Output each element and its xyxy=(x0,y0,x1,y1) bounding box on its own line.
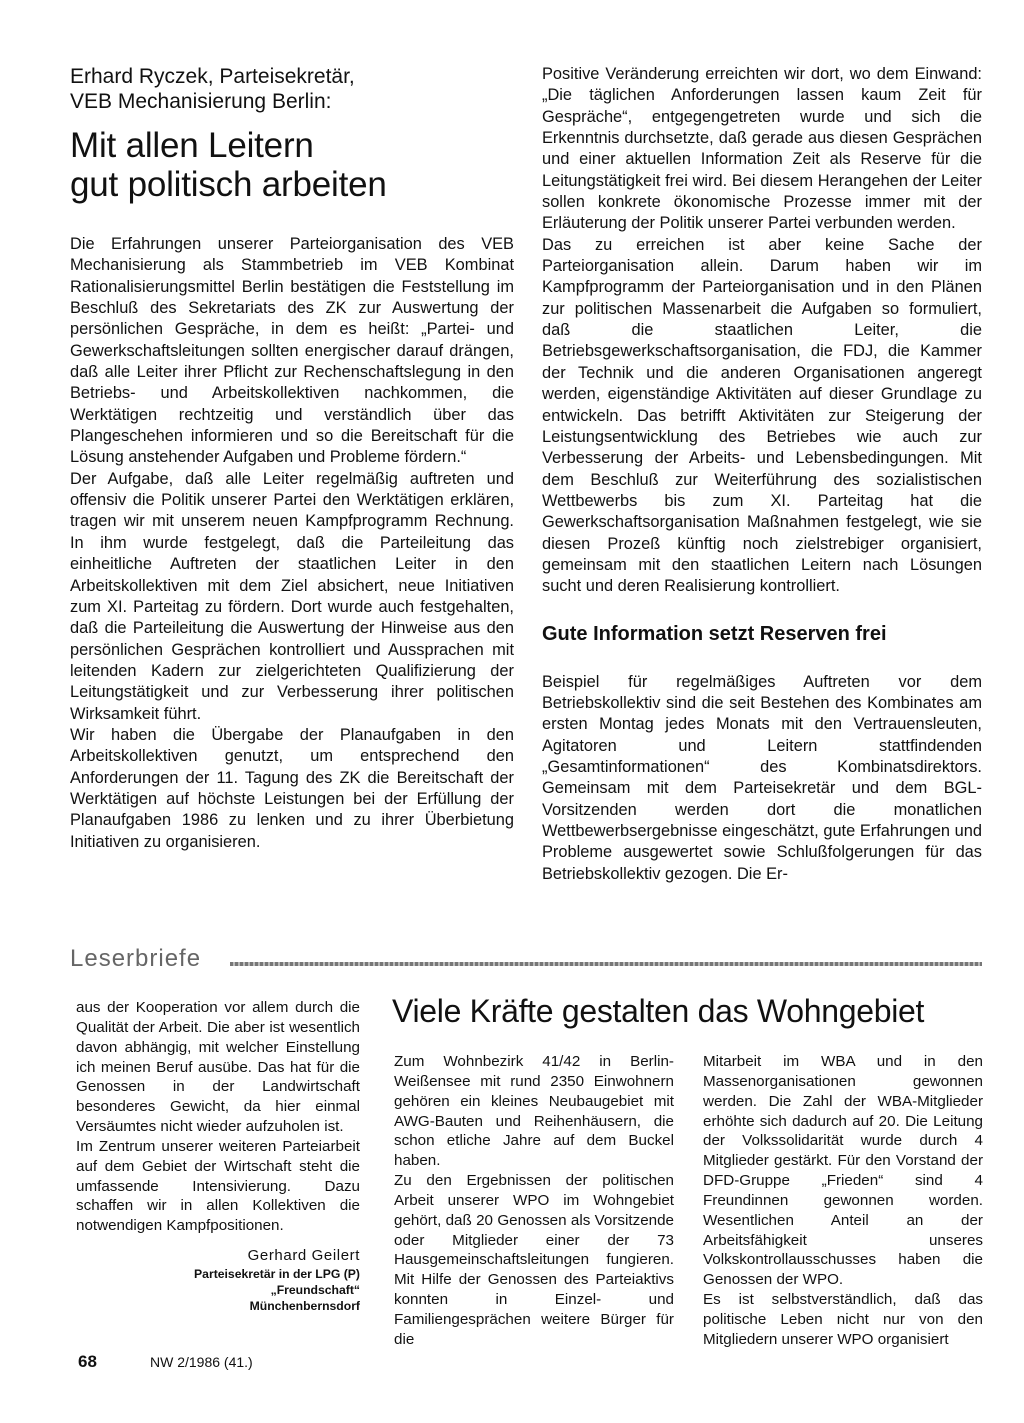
paragraph: Positive Veränderung erreichten wir dort, wo dem Einwand: „Die täglichen Anforderungen lassen kaum Zeit für Gespräche“, entgegengetreten wurde und sich die Erkenntnis durchsetzte, daß gerade aus diesen Gesprächen und einer aktuellen Information Zeit als Reserve für die Leitungstätigkeit frei wird. Bei diesem Herangehen der Leiter sollen konkrete ökonomische Prozesse immer mit der Erläuterung der Politik unserer Partei verbunden werden. xyxy=(542,65,982,233)
paragraph: Zu den Ergebnissen der politischen Arbeit unserer WPO im Wohngebiet gehört, daß 20 Genossen als Vorsitzende oder Mitglieder einer der 73 Hausgemeinschaftsleitungen fungieren. Mit Hilfe der Genossen des Parteiaktivs konnten in Einzel- und Familiengesprächen weitere Bürger für die xyxy=(394,1172,674,1348)
letter-signature xyxy=(76,1246,360,1314)
author-line: VEB Mechanisierung Berlin: xyxy=(70,90,332,113)
paragraph: Die Erfahrungen unserer Parteiorganisation des VEB Mechanisierung als Stammbetrieb im VEB Kombinat Rationalisierungsmittel Berlin bestätigen die Feststellung im Beschluß des Sekretariats des ZK zur Auswertung der persönlichen Gespräche, in dem es heißt: „Partei- und Gewerkschaftsleitungen sollten energischer darauf drängen, daß alle Leiter ihrer Pflicht zur Rechenschaftslegung in den Betriebs- und Arbeitskollektiven nachkommen, die Werktätigen rechtzeitig und verständlich über das Plangeschehen informieren und so die Bereitschaft für die Lösung anstehender Aufgaben und Probleme fördern.“ xyxy=(70,235,514,467)
article2-right-column xyxy=(703,1052,983,1350)
article-author xyxy=(70,64,514,114)
paragraph: Zum Wohnbezirk 41/42 in Berlin-Weißensee mit rund 2350 Einwohnern gehören ein kleines Neubaugebiet mit AWG-Bauten und Reihenhäusern, die schon etliche Jahre auf dem Buckel haben. xyxy=(394,1053,674,1170)
signature-role-line: „Freundschaft“ xyxy=(270,1283,360,1298)
section-label: Leserbriefe xyxy=(70,945,202,972)
article-body xyxy=(70,234,514,853)
article-right-column xyxy=(542,64,982,885)
article-left-column xyxy=(70,64,514,853)
article-body-continued xyxy=(542,64,982,598)
paragraph: aus der Kooperation vor allem durch die Qualität der Arbeit. Die aber ist wesentlich davon abhängig, mit welcher Einstellung ich meinen Beruf ausübe. Das hat für die Genossen in der Landwirtschaft besonderes Gewicht, da hier einmal Versäumtes nicht wieder aufzuholen ist. xyxy=(76,999,360,1136)
paragraph: Mitarbeit im WBA und in den Massenorganisationen gewonnen werden. Die Zahl der WBA-Mitglieder erhöhte sich dadurch auf 20. Die Leitung der Volkssolidarität wurde durch 4 Mitglieder gestärkt. Für den Vorstand der DFD-Gruppe „Frieden“ sind 4 Freundinnen gewonnen worden. Wesentlichen Anteil an der Arbeitsfähigkeit unseres Volkskontrollausschusses haben die Genossen der WPO. xyxy=(703,1053,983,1289)
page-number: 68 xyxy=(78,1352,97,1371)
article2-headline: Viele Kräfte gestalten das Wohngebiet xyxy=(392,993,925,1029)
article-subheading: Gute Information setzt Reserven frei xyxy=(542,622,887,645)
reader-letter xyxy=(76,998,360,1314)
signature-role-line: Münchenbernsdorf xyxy=(249,1299,360,1314)
issue-reference: NW 2/1986 (41.) xyxy=(150,1354,253,1370)
article-headline xyxy=(70,126,514,204)
paragraph: Das zu erreichen ist aber keine Sache der Parteiorganisation allein. Darum haben wir im Kampfprogramm der Parteiorganisation und in den Plänen zur politischen Massenarbeit die Aufgaben so formuliert, daß die staatlichen Leiter, die Betriebsgewerkschaftsorganisation, die FDJ, die Kammer der Technik und die anderen Organisationen angeregt werden, eigenständige Aktivitäten auf dieser Grundlage zu entwickeln. Das betrifft Aktivitäten zur Steigerung der Leistungsentwicklung des Betriebes wie auch zur Verbesserung der Arbeits- und Lebensbedingungen. Mit dem Beschluß zur Weiterführung des sozialistischen Wettbewerbs bis zum XI. Parteitag hat die Gewerkschaftsorganisation Maßnahmen festgelegt, wie sie diesen Prozeß künftig noch zielstrebiger organisiert, gemeinsam mit den staatlichen Leitern nach Lösungen sucht und deren Realisierung kontrolliert. xyxy=(542,235,982,596)
letter-body xyxy=(76,998,360,1236)
headline-line: Mit allen Leitern xyxy=(70,126,314,165)
headline-line: gut politisch arbeiten xyxy=(70,165,387,204)
article2-body xyxy=(394,1052,674,1350)
paragraph: Im Zentrum unserer weiteren Parteiarbeit auf dem Gebiet der Wirtschaft steht die umfassende Intensivierung. Dazu schaffen wir in allen Kollektiven die notwendigen Kampfpositionen. xyxy=(76,1137,360,1235)
section-bar xyxy=(70,944,982,974)
signature-name: Gerhard Geilert xyxy=(247,1247,360,1265)
section-rule xyxy=(230,962,982,966)
paragraph: Beispiel für regelmäßiges Auftreten vor dem Betriebskollektiv sind die seit Bestehen des Kombinates am ersten Montag jedes Monats mit den Vertrauensleuten, Agitatoren und Leitern stattfindenden „Gesamtinformationen“ des Kombinatsdirektors. Gemeinsam mit dem Parteisekretär und dem BGL-Vorsitzenden werden dort die monatlichen Wettbewerbsergebnisse eingeschätzt, gute Erfahrungen und Probleme ausgewertet sowie Schlußfolgerungen für das Betriebskollektiv gezogen. Die Er- xyxy=(542,672,982,883)
article2-left-column xyxy=(394,1052,674,1350)
signature-role-line: Parteisekretär in der LPG (P) xyxy=(194,1267,360,1282)
paragraph: Wir haben die Übergabe der Planaufgaben in den Arbeitskollektiven genutzt, um entsprechend den Anforderungen der 11. Tagung des ZK die Bereitschaft der Werktätigen auf höchste Leistungen bei der Erfüllung der Planaufgaben 1986 zu lenken und zu ihrer Überbietung Initiativen zu organisieren. xyxy=(70,725,514,851)
paragraph: Es ist selbstverständlich, daß das politische Leben nicht nur von den Mitgliedern unserer WPO organisiert xyxy=(703,1291,983,1348)
article2-body-continued xyxy=(703,1052,983,1350)
paragraph: Der Aufgabe, daß alle Leiter regelmäßig auftreten und offensiv die Politik unserer Partei den Werktätigen erklären, tragen wir mit unserem neuen Kampfprogramm Rechnung. In ihm wurde festgelegt, daß die Parteileitung das einheitliche Auftreten der staatlichen Leiter in den Arbeitskollektiven mit dem Ziel absichert, neue Initiativen zum XI. Parteitag zu fördern. Dort wurde auch festgehalten, daß die Parteileitung die Auswertung der Hinweise aus den persönlichen Gesprächen kontrolliert und Aussprachen mit leitenden Kadern zur zielgerichteten Qualifizierung der Leitungstätigkeit und zur Verbesserung ihrer politischen Wirksamkeit führt. xyxy=(70,469,514,723)
article-body-subsection xyxy=(542,672,982,885)
author-line: Erhard Ryczek, Parteisekretär, xyxy=(70,65,355,88)
